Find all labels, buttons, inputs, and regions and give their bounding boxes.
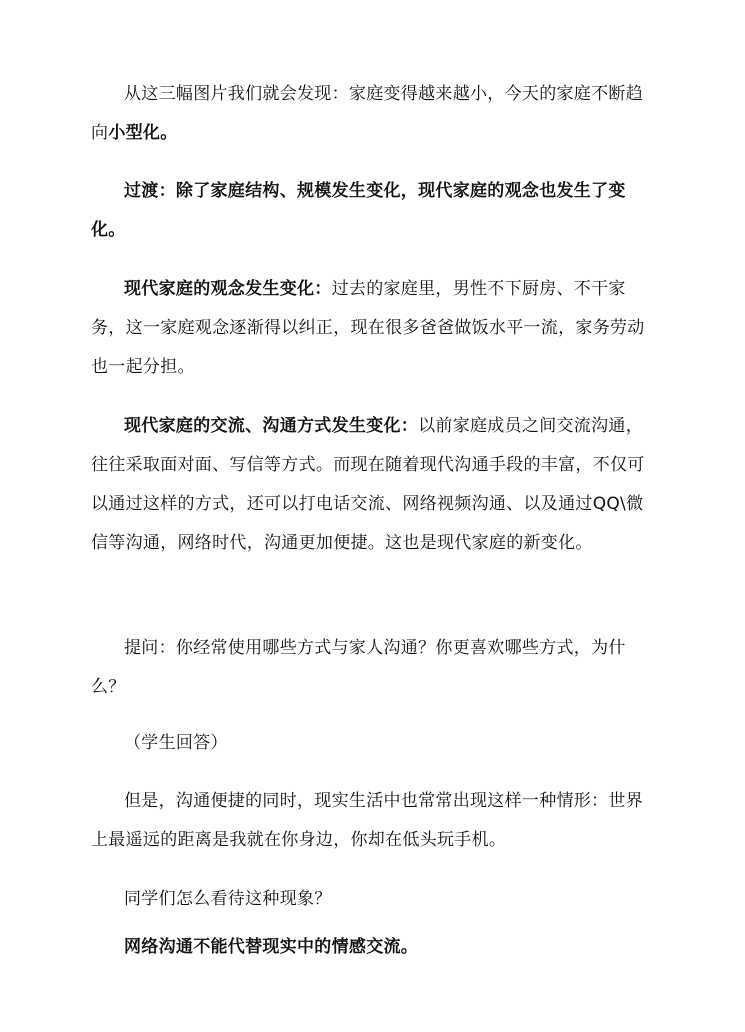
paragraph-heading: 现代家庭的交流、沟通方式发生变化： [124, 416, 419, 436]
paragraph-concept-change [91, 270, 656, 387]
paragraph-bold-text: 过渡：除了家庭结构、规模发生变化，现代家庭的观念也发生了变化。 [91, 181, 626, 240]
paragraph-text: 提问：你经常使用哪些方式与家人沟通？你更喜欢哪些方式，为什么？ [91, 638, 626, 697]
paragraph-text: 同学们怎么看待这种现象？ [124, 889, 332, 909]
paragraph-conclusion [91, 928, 656, 967]
paragraph-communication-change [91, 407, 656, 563]
paragraph-family-smaller [91, 75, 656, 153]
paragraph-bold-text: 小型化。 [108, 123, 178, 143]
paragraph-question [91, 629, 656, 707]
paragraph-text: 过去的家庭里，男性不下厨房、不干家务，这一家庭观念逐渐得以纠正，现在很多爸爸做饭水平一流，家务劳动也一起分担。 [91, 279, 645, 377]
paragraph-text: 但是，沟通便捷的同时，现实生活中也常常出现这样一种情形：世界上最遥远的距离是我就在你身边，你却在低头玩手机。 [91, 791, 643, 850]
paragraph-student-answer [91, 724, 656, 763]
paragraph-text: 以前家庭成员之间交流沟通，往往采取面对面、写信等方式。而现在随着现代沟通手段的丰富，不仅可以通过这样的方式，还可以打电话交流、网络视频沟通、以及通过QQ\微信等沟通，网络时代，沟通更加便捷。这也是现代家庭的新变化。 [91, 416, 645, 553]
paragraph-text: 从这三幅图片我们就会发现：家庭变得越来越小，今天的家庭不断趋向 [91, 84, 643, 143]
paragraph-phone-phenomenon [91, 782, 656, 860]
paragraph-transition [91, 172, 656, 250]
paragraph-text: （学生回答） [124, 733, 228, 753]
paragraph-discussion-question [91, 880, 656, 919]
paragraph-bold-text: 网络沟通不能代替现实中的情感交流。 [124, 937, 419, 957]
paragraph-heading: 现代家庭的观念发生变化： [124, 279, 332, 299]
